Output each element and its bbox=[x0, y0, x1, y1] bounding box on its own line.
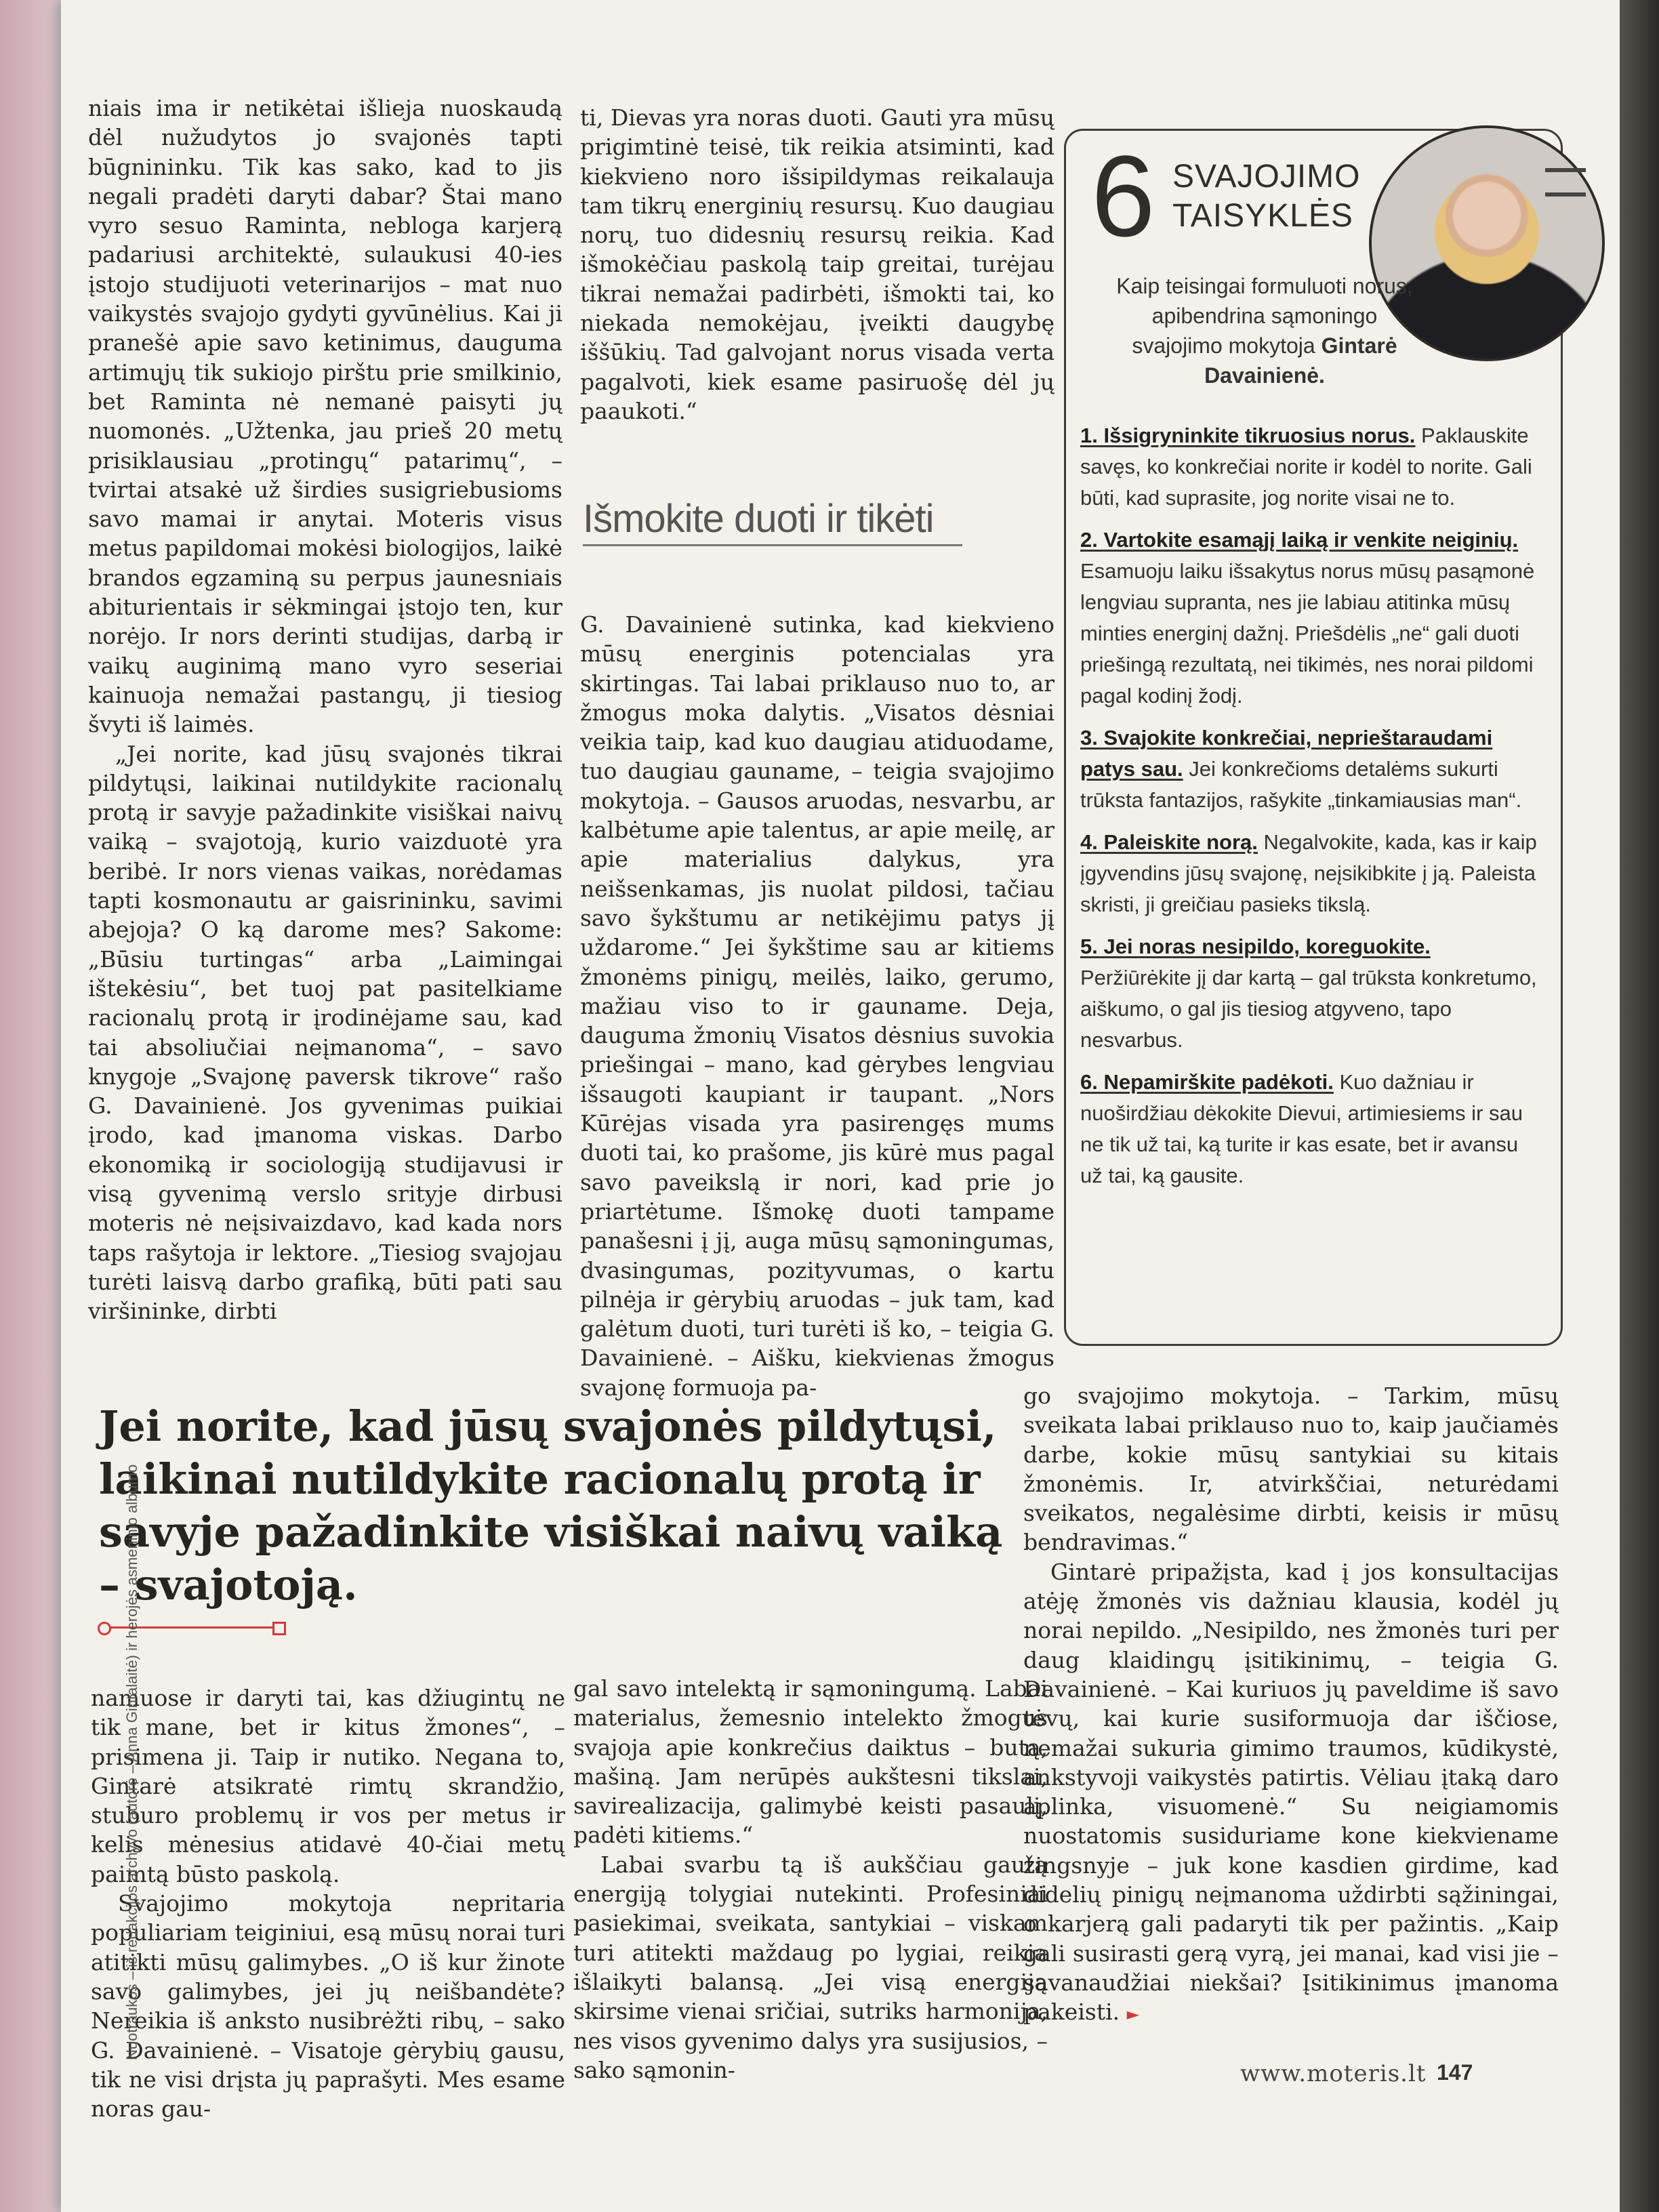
decorative-lines bbox=[1545, 168, 1586, 197]
paragraph: „Jei norite, kad jūsų svajonės tikrai pildytųsi, laikinai nutildykite racionalų protą ir savyje pažadinkite visiškai naivų vaiką – svajotoją, kurio vaizduotė yra beribė. Ir nors vienas vaikas, norėdamas tapti kosmonautu ar gaisrininku, savimi abejoja? O ką darome mes? Sakome: „Būsiu turtingas“ arba „Laimingai ištekėsiu“, bet tuoj pat pasitelkiame racionalų protą ir įrodinėjame sau, kad tai absoliučiai neįmanoma“, – savo knygoje „Svajonę paversk tikrove“ rašo G. Davainienė. Jos gyvenimas puikiai įrodo, kad įmanoma viskas. Darbo ekonomiką ir sociologiją studijavusi ir visą gyvenimą verslo srityje dirbusi moteris nė neįsivaizdavo, kad kada nors taps rašytoja ir lektore. „Tiesiog svajojau turėti laisvą darbo grafiką, būti pati sau viršininke, dirbti bbox=[88, 740, 562, 1325]
pull-quote: Jei norite, kad jūsų svajonės pildytųsi, laikinai nutildykite racionalų protą ir savyje pažadinkite visiškai naivų vaiką – svajotoją. bbox=[99, 1401, 1003, 1610]
article-column-3-bottom bbox=[1023, 1381, 1559, 2030]
pull-quote-square-marker bbox=[272, 1622, 286, 1635]
article-column-2-top bbox=[580, 103, 1054, 426]
paragraph-with-end-mark bbox=[1023, 1557, 1559, 2030]
rule-item bbox=[1080, 931, 1541, 1056]
photo-credit: Nuotraukos – iš redakcijos archyvo (autorė – Anna Gintalaitė) ir herojės asmeninio albumo bbox=[123, 1464, 140, 2060]
rule-item bbox=[1080, 420, 1541, 514]
rule-heading: 4. Paleiskite norą. bbox=[1080, 830, 1258, 854]
rule-item bbox=[1080, 525, 1541, 712]
paragraph: niais ima ir netikėtai išlieja nuoskaudą dėl nužudytos jo svajonės tapti būgnininku. Tik kas sako, kad to jis negali pradėti daryti dabar? Štai mano vyro sesuo Raminta, nebloga karjerą padariusi architektė, sulaukusi 40-ies įstojo studijuoti veterinarijos – mat nuo vaikystės svajojo gydyti gyvūnėlius. Kai ji pranešė apie savo ketinimus, dauguma artimųjų tik sukiojo pirštu prie smilkinio, bet Raminta nė nemanė paisyti jų nuomonės. „Užtenka, jau prieš 20 metų prisiklausiau „protingų“ patarimų“, – tvirtai atsakė už širdies susigriebusioms savo mamai ir anytai. Moteris visus metus papildomai mokėsi biologijos, laikė brandos egzaminą su perpus jaunesniais abiturientais ir sėkmingai įstojo ten, kur norėjo. Ir nors derinti studijas, darbą ir vaikų auginimą mano vyro seseriai kainuoja nemažai pastangų, ji tiesiog švyti iš laimės. bbox=[88, 95, 562, 738]
desk-background-right bbox=[1618, 0, 1659, 2212]
rule-heading: 1. Išsigryninkite tikruosius norus. bbox=[1080, 424, 1416, 447]
rule-body: Esamuoju laiku išsakytus norus mūsų pasąmonė lengviau supranta, nes jie labiau atitinka mūsų minties energinį dažnį. Priešdėlis „ne“ gali duoti priešingą rezultatą, nei tikimės, nes norai pildomi pagal kodinį žodį. bbox=[1080, 559, 1535, 708]
rule-item bbox=[1080, 1067, 1541, 1191]
sidebar-title-line-2: TAISYKLĖS bbox=[1172, 198, 1353, 234]
rule-body: Jei konkrečioms detalėms sukurti trūksta fantazijos, rašykite „tinkamiausias man“. bbox=[1080, 757, 1522, 812]
paragraph: Gintarė pripažįsta, kad į jos konsultacijas atėję žmonės vis dažniau klausia, kodėl jų norai nepildo. „Nesipildo, nes žmonės turi per daug klaidingų įsitikinimų, – teigia G. Davainienė. – Kai kuriuos jų paveldime iš savo tėvų, kai kurie susiformuoja dar iščiose, nemažai sukuria gimimo traumos, kūdikystė, ankstyvoji vaikystės patirtis. Vėliau įtaką daro aplinka, visuomenė.“ Su neigiamomis nuostatomis susiduriame kone kiekviename žingsnyje – juk kone kasdien girdime, kad didelių pinigų neįmanoma uždirbti sąžiningai, o karjerą gali padaryti tik per pažintis. „Kaip gali susirasti gerą vyrą, jei manai, kad visi jie – savanaudžiai niekšai? Įsitikinimus įmanoma pakeisti. bbox=[1023, 1558, 1559, 2026]
article-column-2-bottom bbox=[573, 1674, 1048, 2085]
section-subheading: Išmokite duoti ir tikėti bbox=[583, 496, 962, 546]
rules-list bbox=[1080, 420, 1541, 1202]
paragraph: namuose ir daryti tai, kas džiugintų ne tik mane, bet ir kitus žmones“, – prisimena ji. Taip ir nutiko. Negana to, Gintarė atsikratė rimtų skrandžio, stuburo problemų ir vos per metus ir kelis mėnesius atidavė 40-čiai metų paimtą būsto paskolą. bbox=[91, 1685, 565, 1887]
paragraph: gal savo intelektą ir sąmoningumą. Labai materialus, žemesnio intelekto žmogus svajoja apie konkrečius daiktus – butą, mašiną. Jam nerūpės aukštesni tikslai, savirealizacija, galimybė keisti pasaulį, padėti kitiems.“ bbox=[573, 1675, 1048, 1849]
rule-heading: 6. Nepamirškite padėkoti. bbox=[1080, 1070, 1334, 1094]
sidebar-title bbox=[1172, 157, 1376, 236]
rule-body: Kuo dažniau ir nuoširdžiau dėkokite Dievui, artimiesiems ir sau ne tik už tai, ką turite ir kas esate, bet ir avansu už tai, ką gausite. bbox=[1080, 1070, 1523, 1187]
footer-website: www.moteris.lt bbox=[1240, 2060, 1427, 2087]
rule-heading: 3. Svajokite konkrečiai, neprieštaraudami patys sau. bbox=[1080, 726, 1493, 781]
page-number: 147 bbox=[1437, 2060, 1473, 2085]
rule-body: Paklauskite savęs, ko konkrečiai norite ir kodėl to norite. Gali būti, kad suprasite, jog norite visai ne to. bbox=[1080, 424, 1532, 510]
sidebar-intro-text: Kaip teisingai formuluoti norus, apibendrina sąmoningo svajojimo mokytoja bbox=[1116, 274, 1413, 358]
magazine-page bbox=[61, 0, 1620, 2212]
paragraph: G. Davainienė sutinka, kad kiekvieno mūsų energinis potencialas yra skirtingas. Tai labai priklauso nuo to, ar žmogus moka dalytis. „Visatos dėsniai veikia taip, kad kuo daugiau atiduodame, tuo daugiau gauname, – teigia svajojimo mokytoja. – Gausos aruodas, nesvarbu, ar kalbėtume apie talentus, ar apie meilę, ar apie materialius dalykus, yra neišsenkamas, jis nuolat pildosi, tačiau savo šykštumu ar netikėjimu patys jį uždarome.“ Jei šykštime sau ar kitiems žmonėms pinigų, meilės, laiko, gerumo, mažiau viso to ir gauname. Deja, dauguma žmonių Visatos dėsnius suvokia priešingai – mano, kad gėrybes lengviau išsaugoti kaupiant ir taupant. „Nors Kūrėjas visada yra pasirengęs mums duoti tai, ko prašome, jis kūrė mus pagal savo paveikslą ir nori, kad prie jo priartėtume. Išmokę duoti tampame panašesni į jį, auga mūsų sąmoningumas, dvasingumas, pozityvumas, o kartu pilnėja ir gėrybių aruodas – juk tam, kad galėtum duoti, turi turėti iš ko, – teigia G. Davainienė. – Aišku, kiekvienas žmogus svajonę formuoja pa- bbox=[580, 611, 1054, 1401]
rule-item bbox=[1080, 722, 1541, 816]
pull-quote-circle-marker bbox=[98, 1622, 111, 1635]
sidebar-intro bbox=[1115, 271, 1414, 390]
rule-heading: 5. Jei noras nesipildo, koreguokite. bbox=[1080, 935, 1431, 958]
rule-heading: 2. Vartokite esamąjį laiką ir venkite neiginių. bbox=[1080, 528, 1519, 552]
sidebar-title-line-1: SVAJOJIMO bbox=[1172, 159, 1361, 194]
paragraph: Labai svarbu tą iš aukščiau gautą energiją tolygiai nutekinti. Profesiniai pasiekimai, sveikata, santykiai – viskam turi atitekti maždaug po lygiai, reikia išlaikyti balansą. „Jei visą energiją skirsime vienai sričiai, sutriks harmonija, nes visos gyvenimo dalys yra susijusios, – sako sąmonin- bbox=[573, 1851, 1048, 2083]
sidebar-intro-name: Gintarė Davainienė. bbox=[1204, 333, 1397, 388]
article-column-1-top bbox=[88, 94, 562, 1326]
rule-body: Negalvokite, kada, kas ir kaip įgyvendins jūsų svajonę, neįsikibkite į ją. Paleista skristi, ji greičiau pasieks tikslą. bbox=[1080, 830, 1537, 916]
article-column-1-bottom bbox=[91, 1683, 565, 2123]
paragraph: ti, Dievas yra noras duoti. Gauti yra mūsų prigimtinė teisė, tik reikia atsiminti, kad kiekvieno noro išsipildymas reikalauja tam tikrų energinių resursų. Kuo daugiau norų, tuo didesnių resursų reikia. Kad išmokėčiau paskolą taip greitai, turėjau tikrai nemažai padirbėti, išmokti tai, ko niekada nemokėjau, įveikti daugybę iššūkių. Tad galvojant norus visada verta pagalvoti, kiek esame pasiruošę dėl jų paaukoti.“ bbox=[580, 104, 1054, 424]
paragraph: Svajojimo mokytoja nepritaria populiariam teiginiui, esą mūsų norai turi atitikti mūsų galimybes. „O iš kur žinote savo galimybes, jei jų neišbandėte? Nereikia iš anksto nusibrėžti ribų, – sako G. Davainienė. – Visatoje gėrybių gausu, tik ne visi drįsta jų paprašyti. Mes esame noras gau- bbox=[91, 1890, 565, 2123]
paragraph: go svajojimo mokytoja. – Tarkim, mūsų sveikata labai priklauso nuo to, kaip jaučiamės darbe, kokie mūsų santykiai su kitais žmonėmis. Ir, atvirkščiai, neturėdami sveikatos, negalėsime dirbti, keisis ir mūsų bendravimas.“ bbox=[1023, 1382, 1559, 1556]
rule-body: Peržiūrėkite jį dar kartą – gal trūksta konkretumo, aiškumo, o gal jis tiesiog atgyveno, tapo nesvarbus. bbox=[1080, 966, 1537, 1052]
sidebar-number: 6 bbox=[1091, 132, 1155, 261]
end-of-article-triangle-icon: ► bbox=[1126, 2005, 1140, 2024]
article-column-2-middle bbox=[580, 610, 1054, 1402]
rule-item bbox=[1080, 827, 1541, 920]
